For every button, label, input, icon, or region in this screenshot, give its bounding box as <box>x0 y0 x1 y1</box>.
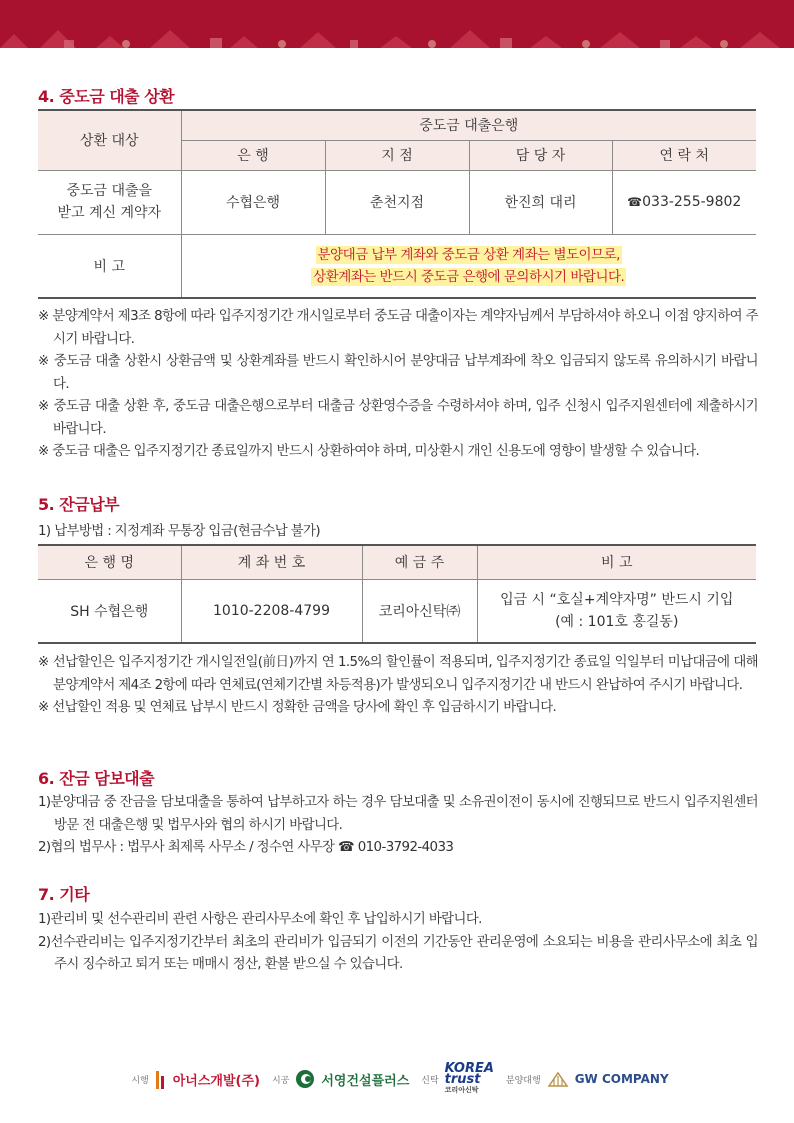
remark-line-1: 입금 시 “호실+계약자명” 반드시 기입 <box>500 591 734 608</box>
col-holder: 예 금 주 <box>362 545 477 579</box>
row-label <box>38 170 181 234</box>
pattern-decoration <box>0 0 794 48</box>
holder-cell: 코리아신탁㈜ <box>362 579 477 643</box>
payment-method: 1) 납부방법 : 지정계좌 무통장 입금(현금수납 불가) <box>38 524 321 539</box>
top-decorative-band <box>0 0 794 48</box>
section-6-items <box>38 792 758 860</box>
remark-label: 비 고 <box>38 234 181 298</box>
remark-line-2: 상환계좌는 반드시 중도금 은행에 문의하시기 바랍니다. <box>313 268 625 285</box>
trust-name-2: trust <box>444 1071 481 1087</box>
phone-icon: ☎ <box>627 195 643 209</box>
agent-label: 분양대행 <box>505 1075 541 1086</box>
note-item: ※ 선납할인은 입주지정기간 개시일전일(前日)까지 연 1.5%의 할인률이 적용되며, 입주지정기간 종료일 익일부터 미납대금에 대해 분양계약서 제4조 2항에 따라 연체료(연체기간별 차등적용)가 발생되오니 입주지정기간 내 반드시 완납하여 주시기 바랍니다. <box>38 655 758 693</box>
trust-subname: 코리아신탁 <box>444 1085 479 1094</box>
note-item: ※ 중도금 대출은 입주지정기간 종료일까지 반드시 상환하여야 하며, 미상환시 개인 신용도에 영향이 발생할 수 있습니다. <box>38 444 700 459</box>
note-item: ※ 분양계약서 제3조 8항에 따라 입주지정기간 개시일로부터 중도금 대출이자는 계약자님께서 부담하셔야 하오니 이점 양지하여 주시기 바랍니다. <box>38 309 758 347</box>
remark-line-2: (예 : 101호 홍길동) <box>555 613 679 630</box>
col-manager: 담 당 자 <box>469 140 612 170</box>
section-4-notes <box>38 306 758 464</box>
list-item: 2)선수관리비는 입주지정기간부터 최초의 관리비가 입금되기 이전의 기간동안 관리운영에 소요되는 비용을 관리사무소에 최초 입주시 징수하고 퇴거 또는 매매시 정산, 환불 받으실 수 있습니다. <box>38 934 758 972</box>
manager-cell: 한진희 대리 <box>469 170 612 234</box>
col-bank: 은 행 <box>181 140 325 170</box>
list-item: 2)협의 법무사 : 법무사 최제록 사무소 / 정수연 사무장 ☎ 010-3792-4033 <box>38 840 454 855</box>
remark-line-1: 분양대금 납부 계좌와 중도금 상환 계좌는 별도이므로, <box>317 246 620 263</box>
remark-cell <box>477 579 756 643</box>
agent-logo-icon <box>547 1070 569 1088</box>
bank-name-cell: SH 수협은행 <box>38 579 181 643</box>
trust-label: 신탁 <box>421 1075 439 1086</box>
col-account: 계 좌 번 호 <box>181 545 362 579</box>
remark-cell <box>181 234 756 298</box>
section-4-title: 4. 중도금 대출 상환 <box>38 87 175 106</box>
note-item: ※ 선납할인 적용 및 연체료 납부시 반드시 정확한 금액을 당사에 확인 후 입금하시기 바랍니다. <box>38 700 557 715</box>
row-label-line-2: 받고 계신 계약자 <box>57 205 162 221</box>
developer-label: 시행 <box>131 1075 149 1086</box>
col-remark: 비 고 <box>477 545 756 579</box>
target-header: 상환 대상 <box>38 110 181 170</box>
agent-name: GW COMPANY <box>574 1072 669 1086</box>
list-item: 1)분양대금 중 잔금을 담보대출을 통하여 납부하고자 하는 경우 담보대출 및 소유권이전이 동시에 진행되므로 반드시 입주지원센터 방문 전 대출은행 및 법무사와 협의 하시기 바랍니다. <box>38 795 758 833</box>
builder-logo-icon <box>295 1069 315 1089</box>
bank-cell: 수협은행 <box>181 170 325 234</box>
note-item: ※ 중도금 대출 상환시 상환금액 및 상환계좌를 반드시 확인하시어 분양대금 납부계좌에 착오 입금되지 않도록 유의하시기 바랍니다. <box>38 354 758 392</box>
contact-cell <box>612 170 756 234</box>
branch-cell: 춘천지점 <box>325 170 469 234</box>
loan-bank-group-header: 중도금 대출은행 <box>181 110 756 140</box>
builder-name: 서영건설플러스 <box>321 1073 410 1089</box>
list-item: 1)관리비 및 선수관리비 관련 사항은 관리사무소에 확인 후 납입하시기 바랍니다. <box>38 912 482 927</box>
loan-repayment-table <box>38 109 756 299</box>
section-7-items <box>38 909 758 977</box>
col-bank-name: 은 행 명 <box>38 545 181 579</box>
note-item: ※ 중도금 대출 상환 후, 중도금 대출은행으로부터 대출금 상환영수증을 수령하셔야 하며, 입주 신청시 입주지원센터에 제출하시기 바랍니다. <box>38 399 758 437</box>
balance-payment-table <box>38 544 756 644</box>
builder-label: 시공 <box>271 1075 290 1086</box>
trust-logo <box>444 1060 494 1096</box>
col-branch: 지 점 <box>325 140 469 170</box>
section-7-title: 7. 기타 <box>38 885 90 904</box>
section-6-title: 6. 잔금 담보대출 <box>38 769 155 788</box>
account-number-cell: 1010-2208-4799 <box>181 579 362 643</box>
section-5-notes <box>38 652 758 720</box>
section-5-title: 5. 잔금납부 <box>38 495 120 514</box>
developer-logo-icon <box>155 1068 167 1090</box>
col-contact: 연 락 처 <box>612 140 756 170</box>
row-label-line-1: 중도금 대출을 <box>66 183 153 199</box>
footer-logos <box>0 1060 794 1094</box>
phone-number: 033-255-9802 <box>642 194 742 210</box>
developer-name: 아너스개발(주) <box>172 1073 260 1089</box>
trust-name-1: KOREA <box>444 1060 494 1076</box>
